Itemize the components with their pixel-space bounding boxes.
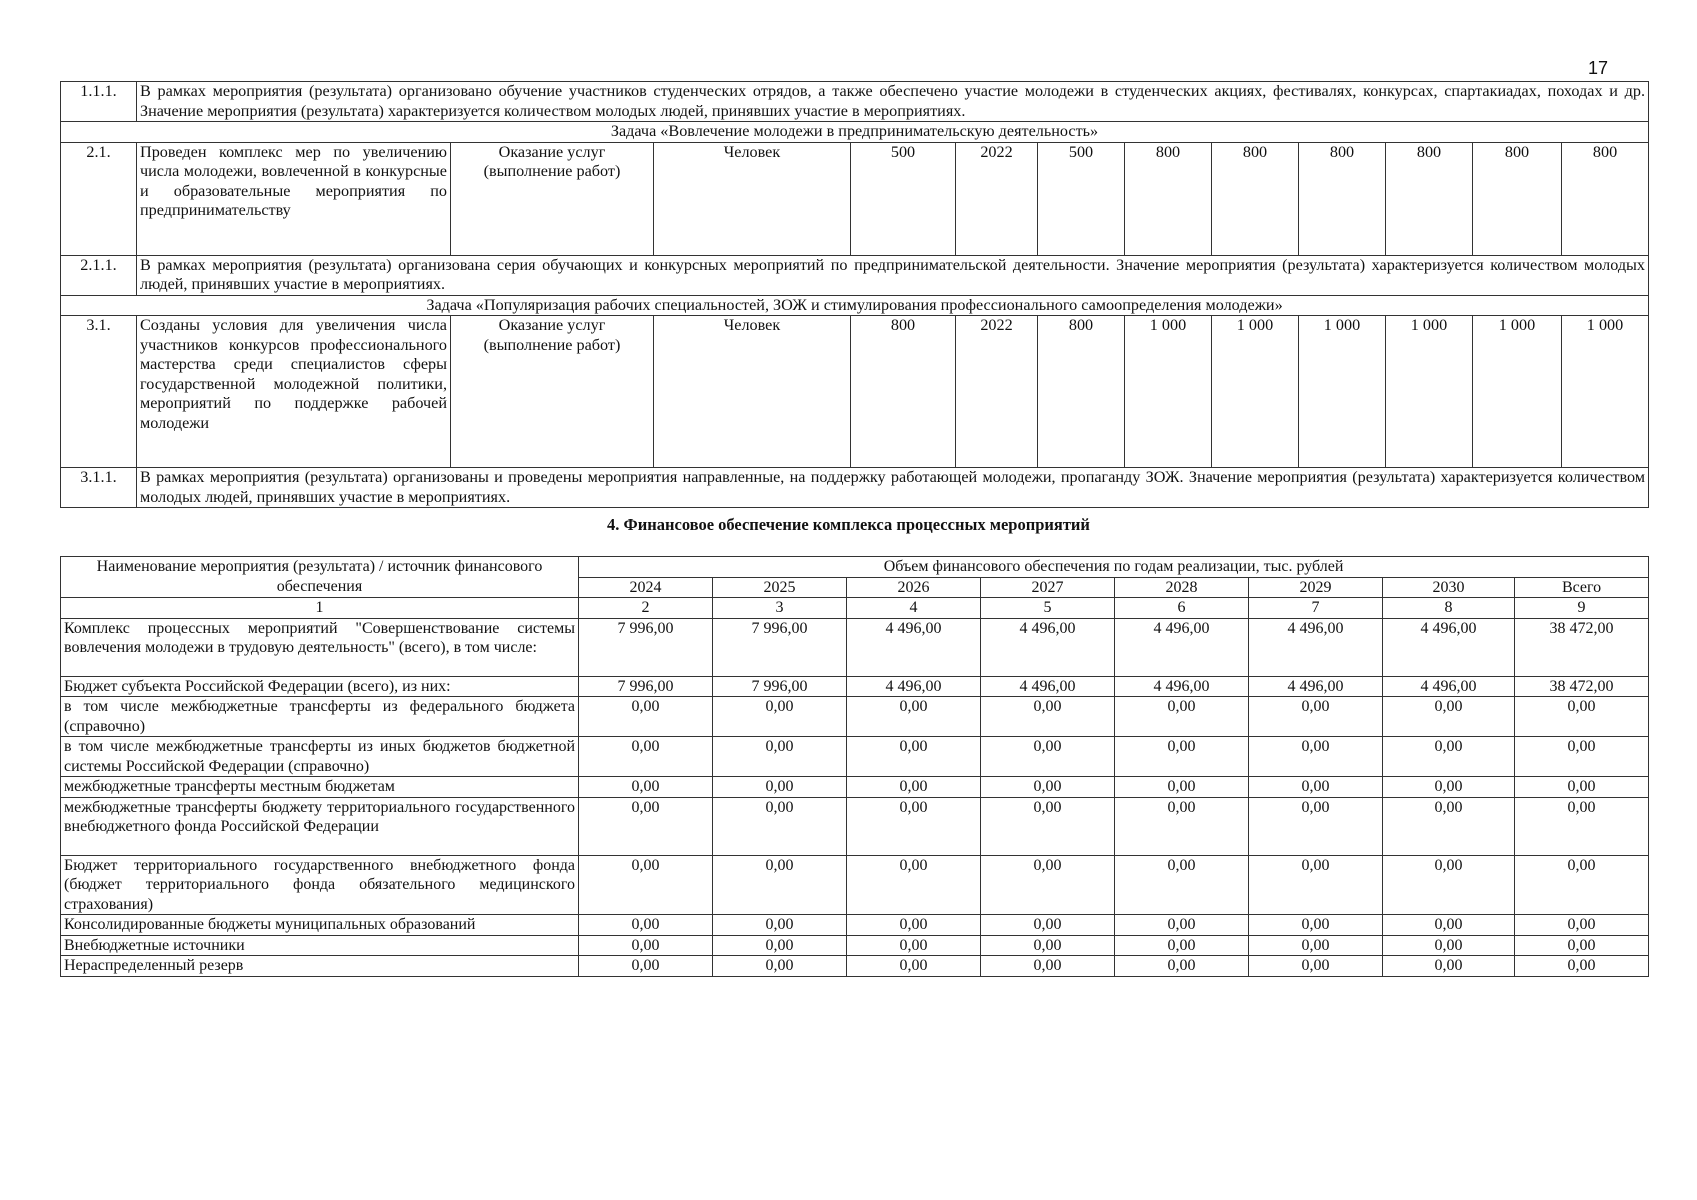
amount-cell: 0,00 (981, 915, 1115, 936)
amount-cell: 7 996,00 (713, 618, 847, 676)
amount-cell: 0,00 (1115, 935, 1249, 956)
amount-cell: 0,00 (1515, 737, 1649, 777)
finance-row (61, 697, 1649, 737)
year-header: 2024 (579, 577, 713, 598)
amount-cell: 0,00 (713, 935, 847, 956)
finance-row (61, 915, 1649, 936)
unit: Человек (654, 142, 851, 255)
measure-row (61, 142, 1649, 255)
amount-cell: 0,00 (1515, 935, 1649, 956)
amount-cell: 0,00 (981, 935, 1115, 956)
finance-table (60, 556, 1649, 977)
amount-cell: 0,00 (713, 697, 847, 737)
column-number: 1 (61, 598, 579, 619)
source-name: Бюджет территориального государственного внебюджетного фонда (бюджет территориального фонда обязательного медицинского страхования) (61, 855, 579, 915)
amount-cell: 0,00 (1515, 915, 1649, 936)
measure-name: Созданы условия для увеличения числа участников конкурсов профессионального мастерства среди специалистов сферы государственной молодежной политики, мероприятий по поддержке рабочей молодежи (137, 316, 451, 468)
amount-cell: 0,00 (847, 855, 981, 915)
finance-row (61, 777, 1649, 798)
amount-cell: 0,00 (1249, 697, 1383, 737)
row-number: 2.1. (61, 142, 137, 255)
amount-cell: 0,00 (713, 777, 847, 798)
note-row (61, 255, 1649, 295)
amount-cell: 7 996,00 (579, 618, 713, 676)
amount-cell: 0,00 (1383, 797, 1515, 855)
header-volume-col: Объем финансового обеспечения по годам реализации, тыс. рублей (579, 557, 1649, 578)
source-name: Консолидированные бюджеты муниципальных образований (61, 915, 579, 936)
amount-cell: 0,00 (1383, 697, 1515, 737)
amount-cell: 4 496,00 (1249, 618, 1383, 676)
column-number: 7 (1249, 598, 1383, 619)
amount-cell: 0,00 (1383, 956, 1515, 977)
year-value: 1 000 (1386, 316, 1473, 468)
column-number: 4 (847, 598, 981, 619)
row-number: 3.1.1. (61, 468, 137, 508)
column-number: 6 (1115, 598, 1249, 619)
amount-cell: 0,00 (1383, 935, 1515, 956)
amount-cell: 0,00 (847, 956, 981, 977)
year-value: 800 (1473, 142, 1562, 255)
year-header: Всего (1515, 577, 1649, 598)
finance-header-row (61, 557, 1649, 578)
year-value: 800 (1386, 142, 1473, 255)
finance-row (61, 935, 1649, 956)
year-value: 1 000 (1212, 316, 1299, 468)
amount-cell: 4 496,00 (1383, 676, 1515, 697)
source-name: Нераспределенный резерв (61, 956, 579, 977)
year-header: 2029 (1249, 577, 1383, 598)
amount-cell: 0,00 (1115, 737, 1249, 777)
amount-cell: 0,00 (579, 697, 713, 737)
amount-cell: 0,00 (1115, 915, 1249, 936)
amount-cell: 0,00 (847, 737, 981, 777)
amount-cell: 0,00 (1249, 935, 1383, 956)
header-name-col: Наименование мероприятия (результата) / источник финансового обеспечения (61, 557, 579, 598)
task-row (61, 295, 1649, 316)
finance-row (61, 956, 1649, 977)
amount-cell: 0,00 (847, 797, 981, 855)
amount-cell: 0,00 (981, 797, 1115, 855)
column-number: 5 (981, 598, 1115, 619)
row-number: 2.1.1. (61, 255, 137, 295)
amount-cell: 0,00 (579, 737, 713, 777)
year-value: 1 000 (1299, 316, 1386, 468)
base-year: 2022 (956, 142, 1038, 255)
page-number: 17 (1587, 58, 1608, 78)
base-value: 800 (851, 316, 956, 468)
finance-row (61, 676, 1649, 697)
amount-cell: 0,00 (1383, 855, 1515, 915)
year-value: 800 (1125, 142, 1212, 255)
note-text: В рамках мероприятия (результата) организовано обучение участников студенческих отрядов, а также обеспечено участие молодежи в студенческих акциях, фестивалях, конкурсах, спартакиадах, походах и др. Значение мероприятия (результата) характеризуется количеством молодых людей, принявших участие в мероприятиях. (137, 82, 1649, 122)
amount-cell: 38 472,00 (1515, 676, 1649, 697)
amount-cell: 0,00 (1383, 915, 1515, 936)
year-value: 800 (1562, 142, 1649, 255)
year-value: 1 000 (1125, 316, 1212, 468)
source-name: межбюджетные трансферты бюджету территориального государственного внебюджетного фонда Российской Федерации (61, 797, 579, 855)
amount-cell: 0,00 (981, 697, 1115, 737)
year-value: 1 000 (1473, 316, 1562, 468)
amount-cell: 4 496,00 (1115, 618, 1249, 676)
base-value: 500 (851, 142, 956, 255)
year-header: 2026 (847, 577, 981, 598)
task-title: Задача «Популяризация рабочих специальностей, ЗОЖ и стимулирования профессионального самоопределения молодежи» (61, 295, 1649, 316)
year-header: 2030 (1383, 577, 1515, 598)
finance-row (61, 855, 1649, 915)
amount-cell: 0,00 (1515, 956, 1649, 977)
amount-cell: 4 496,00 (1249, 676, 1383, 697)
source-name: Комплекс процессных мероприятий "Совершенствование системы вовлечения молодежи в трудовую деятельность" (всего), в том числе: (61, 618, 579, 676)
amount-cell: 0,00 (1249, 737, 1383, 777)
amount-cell: 0,00 (981, 777, 1115, 798)
task-title: Задача «Вовлечение молодежи в предпринимательскую деятельность» (61, 122, 1649, 143)
amount-cell: 0,00 (1115, 855, 1249, 915)
source-name: в том числе межбюджетные трансферты из федерального бюджета (справочно) (61, 697, 579, 737)
finance-row (61, 618, 1649, 676)
column-number: 9 (1515, 598, 1649, 619)
amount-cell: 0,00 (981, 737, 1115, 777)
amount-cell: 0,00 (713, 855, 847, 915)
amount-cell: 0,00 (1515, 697, 1649, 737)
amount-cell: 0,00 (1515, 855, 1649, 915)
amount-cell: 0,00 (579, 915, 713, 936)
amount-cell: 0,00 (1115, 697, 1249, 737)
year-value: 800 (1212, 142, 1299, 255)
amount-cell: 38 472,00 (1515, 618, 1649, 676)
measure-name: Проведен комплекс мер по увеличению числа молодежи, вовлеченной в конкурсные и образовательные мероприятия по предпринимательству (137, 142, 451, 255)
row-number: 1.1.1. (61, 82, 137, 122)
note-text: В рамках мероприятия (результата) организована серия обучающих и конкурсных мероприятий по предпринимательской деятельности. Значение мероприятия (результата) характеризуется количеством молодых людей, принявших участие в мероприятиях. (137, 255, 1649, 295)
amount-cell: 4 496,00 (847, 676, 981, 697)
amount-cell: 0,00 (1115, 956, 1249, 977)
amount-cell: 0,00 (579, 935, 713, 956)
finance-row (61, 737, 1649, 777)
amount-cell: 4 496,00 (981, 618, 1115, 676)
note-text: В рамках мероприятия (результата) организованы и проведены мероприятия направленные, на поддержку работающей молодежи, пропаганду ЗОЖ. Значение мероприятия (результата) характеризуется количеством молодых людей, принявших участие в мероприятиях. (137, 468, 1649, 508)
unit: Человек (654, 316, 851, 468)
amount-cell: 4 496,00 (1383, 618, 1515, 676)
service-type: Оказание услуг (выполнение работ) (451, 316, 654, 468)
amount-cell: 0,00 (1249, 797, 1383, 855)
finance-row (61, 797, 1649, 855)
row-number: 3.1. (61, 316, 137, 468)
amount-cell: 0,00 (1249, 956, 1383, 977)
finance-section-title: 4. Финансовое обеспечение комплекса процессных мероприятий (607, 515, 1090, 534)
measures-table (60, 81, 1649, 508)
amount-cell: 0,00 (1249, 855, 1383, 915)
amount-cell: 4 496,00 (1115, 676, 1249, 697)
year-header: 2027 (981, 577, 1115, 598)
amount-cell: 0,00 (847, 935, 981, 956)
amount-cell: 0,00 (847, 915, 981, 936)
task-row (61, 122, 1649, 143)
column-number: 3 (713, 598, 847, 619)
amount-cell: 0,00 (713, 915, 847, 936)
finance-colnum-row (61, 598, 1649, 619)
column-number: 2 (579, 598, 713, 619)
amount-cell: 0,00 (713, 956, 847, 977)
note-row (61, 468, 1649, 508)
year-value: 500 (1038, 142, 1125, 255)
amount-cell: 0,00 (713, 797, 847, 855)
amount-cell: 0,00 (1249, 915, 1383, 936)
year-value: 800 (1038, 316, 1125, 468)
amount-cell: 0,00 (847, 777, 981, 798)
amount-cell: 4 496,00 (847, 618, 981, 676)
year-value: 800 (1299, 142, 1386, 255)
amount-cell: 0,00 (713, 737, 847, 777)
amount-cell: 0,00 (1515, 777, 1649, 798)
source-name: Внебюджетные источники (61, 935, 579, 956)
base-year: 2022 (956, 316, 1038, 468)
amount-cell: 0,00 (1515, 797, 1649, 855)
source-name: межбюджетные трансферты местным бюджетам (61, 777, 579, 798)
year-header: 2028 (1115, 577, 1249, 598)
year-header: 2025 (713, 577, 847, 598)
year-value: 1 000 (1562, 316, 1649, 468)
amount-cell: 4 496,00 (981, 676, 1115, 697)
amount-cell: 0,00 (981, 855, 1115, 915)
column-number: 8 (1383, 598, 1515, 619)
amount-cell: 0,00 (1115, 797, 1249, 855)
amount-cell: 0,00 (1115, 777, 1249, 798)
amount-cell: 0,00 (1249, 777, 1383, 798)
amount-cell: 0,00 (579, 797, 713, 855)
amount-cell: 0,00 (579, 855, 713, 915)
measure-row (61, 316, 1649, 468)
source-name: Бюджет субъекта Российской Федерации (всего), из них: (61, 676, 579, 697)
amount-cell: 7 996,00 (713, 676, 847, 697)
note-row (61, 82, 1649, 122)
service-type: Оказание услуг (выполнение работ) (451, 142, 654, 255)
amount-cell: 0,00 (847, 697, 981, 737)
source-name: в том числе межбюджетные трансферты из иных бюджетов бюджетной системы Российской Федерации (справочно) (61, 737, 579, 777)
amount-cell: 0,00 (1383, 737, 1515, 777)
amount-cell: 0,00 (1383, 777, 1515, 798)
amount-cell: 0,00 (579, 956, 713, 977)
amount-cell: 7 996,00 (579, 676, 713, 697)
amount-cell: 0,00 (981, 956, 1115, 977)
amount-cell: 0,00 (579, 777, 713, 798)
